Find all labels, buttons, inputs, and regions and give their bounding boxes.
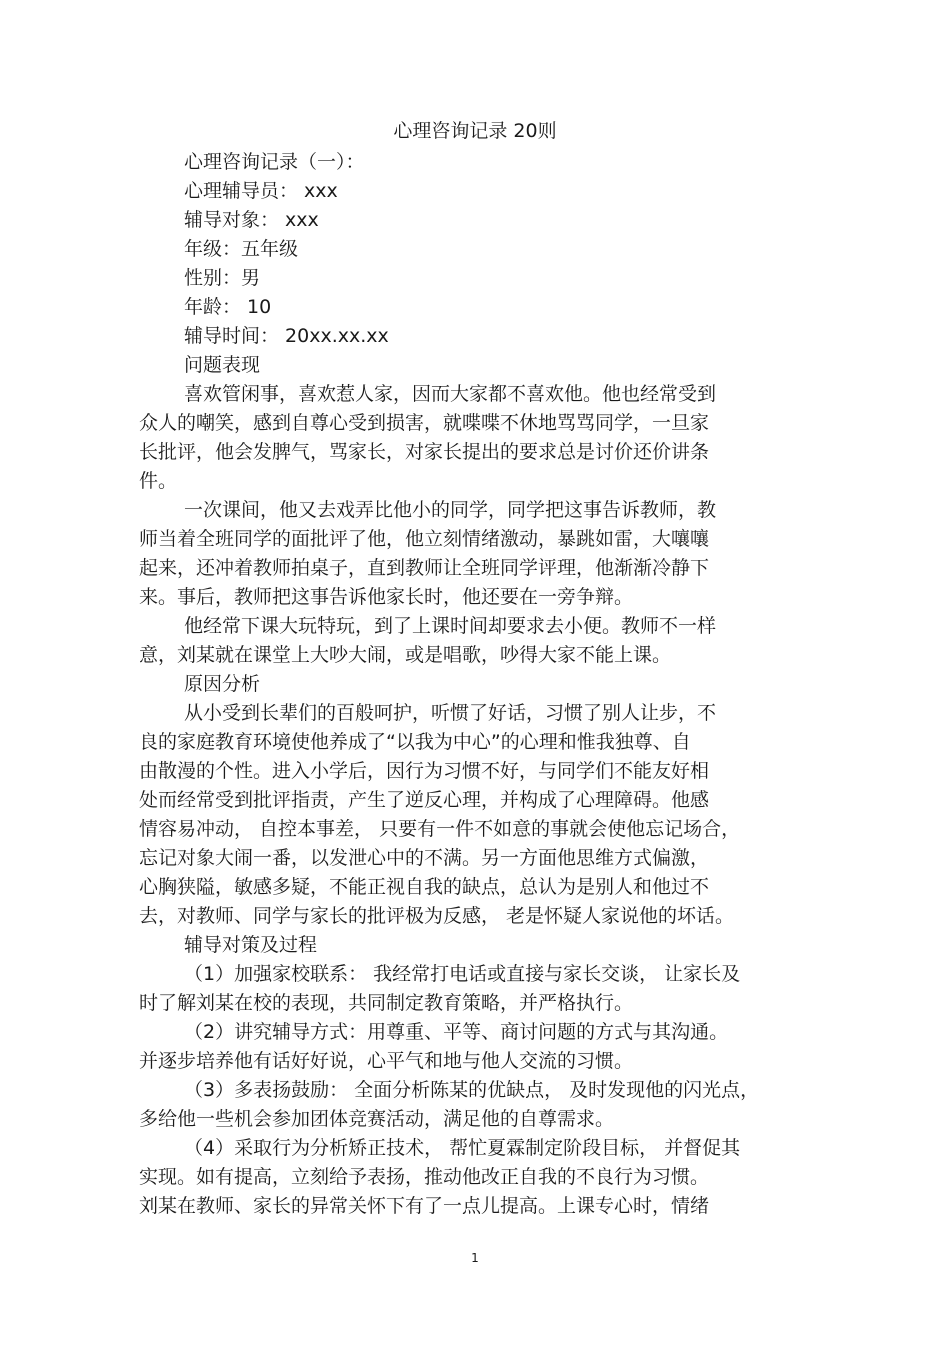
paragraph-line: 心胸狭隘，敏感多疑，不能正视自我的缺点，总认为是别人和他过不 <box>139 876 710 898</box>
paragraph-line: 他经常下课大玩特玩，到了上课时间却要求去小便。教师不一样 <box>184 615 717 637</box>
section-heading-problem: 问题表现 <box>184 354 261 376</box>
subject-field: 辅导对象： xxx <box>184 209 319 231</box>
gender-field: 性别：男 <box>184 267 261 289</box>
paragraph-line: 良的家庭教育环境使他养成了“以我为中心”的心理和惟我独尊、自 <box>139 731 691 753</box>
paragraph-line: （1）加强家校联系： 我经常打电话或直接与家长交谈， 让家长及 <box>184 963 741 985</box>
paragraph-line: 情容易冲动， 自控本事差， 只要有一件不如意的事就会使他忘记场合， <box>139 818 741 840</box>
grade-field: 年级：五年级 <box>184 238 299 260</box>
paragraph-line: 多给他一些机会参加团体竞赛活动，满足他的自尊需求。 <box>139 1108 615 1130</box>
section-heading-strategy: 辅导对策及过程 <box>184 934 318 956</box>
paragraph-line: 去，对教师、同学与家长的批评极为反感， 老是怀疑人家说他的坏话。 <box>139 905 735 927</box>
counselor-field: 心理辅导员： xxx <box>184 180 338 202</box>
document-title: 心理咨询记录 20则 <box>393 120 557 142</box>
section-heading-cause: 原因分析 <box>184 673 261 695</box>
paragraph-line: 众人的嘲笑，感到自尊心受到损害，就喋喋不休地骂骂同学，一旦家 <box>139 412 710 434</box>
paragraph-line: （4）采取行为分析矫正技术， 帮忙夏霖制定阶段目标， 并督促其 <box>184 1137 741 1159</box>
paragraph-line: 起来，还冲着教师拍桌子，直到教师让全班同学评理，他渐渐冷静下 <box>139 557 710 579</box>
paragraph-line: 实现。如有提高，立刻给予表扬，推动他改正自我的不良行为习惯。 <box>139 1166 710 1188</box>
paragraph-line: 师当着全班同学的面批评了他，他立刻情绪激动，暴跳如雷，大嚷嚷 <box>139 528 710 550</box>
paragraph-line: 长批评，他会发脾气，骂家长，对家长提出的要求总是讨价还价讲条 <box>139 441 710 463</box>
paragraph-line: 并逐步培养他有话好好说，心平气和地与他人交流的习惯。 <box>139 1050 634 1072</box>
paragraph-line: 一次课间，他又去戏弄比他小的同学，同学把这事告诉教师，教 <box>184 499 717 521</box>
paragraph-line: 从小受到长辈们的百般呵护，听惯了好话，习惯了别人让步，不 <box>184 702 717 724</box>
time-field: 辅导时间： 20xx.xx.xx <box>184 325 389 347</box>
paragraph-line: 喜欢管闲事，喜欢惹人家，因而大家都不喜欢他。他也经常受到 <box>184 383 717 405</box>
paragraph-line: 意，刘某就在课堂上大吵大闹，或是唱歌，吵得大家不能上课。 <box>139 644 672 666</box>
paragraph-line: 刘某在教师、家长的异常关怀下有了一点儿提高。上课专心时，情绪 <box>139 1195 710 1217</box>
age-field: 年龄： 10 <box>184 296 272 318</box>
page-number: 1 <box>471 1251 479 1265</box>
paragraph-line: 时了解刘某在校的表现，共同制定教育策略，并严格执行。 <box>139 992 634 1014</box>
paragraph-line: （3）多表扬鼓励： 全面分析陈某的优缺点， 及时发现他的闪光点， <box>184 1079 760 1101</box>
heading-record-one: 心理咨询记录（一）： <box>184 151 365 173</box>
paragraph-line: 忘记对象大闹一番，以发泄心中的不满。另一方面他思维方式偏激， <box>139 847 710 869</box>
paragraph-line: 处而经常受到批评指责，产生了逆反心理，并构成了心理障碍。他感 <box>139 789 710 811</box>
paragraph-line: 来。事后，教师把这事告诉他家长时，他还要在一旁争辩。 <box>139 586 634 608</box>
paragraph-line: 件。 <box>139 470 178 492</box>
paragraph-line: 由散漫的个性。进入小学后，因行为习惯不好，与同学们不能友好相 <box>139 760 710 782</box>
paragraph-line: （2）讲究辅导方式：用尊重、平等、商讨问题的方式与其沟通。 <box>184 1021 729 1043</box>
